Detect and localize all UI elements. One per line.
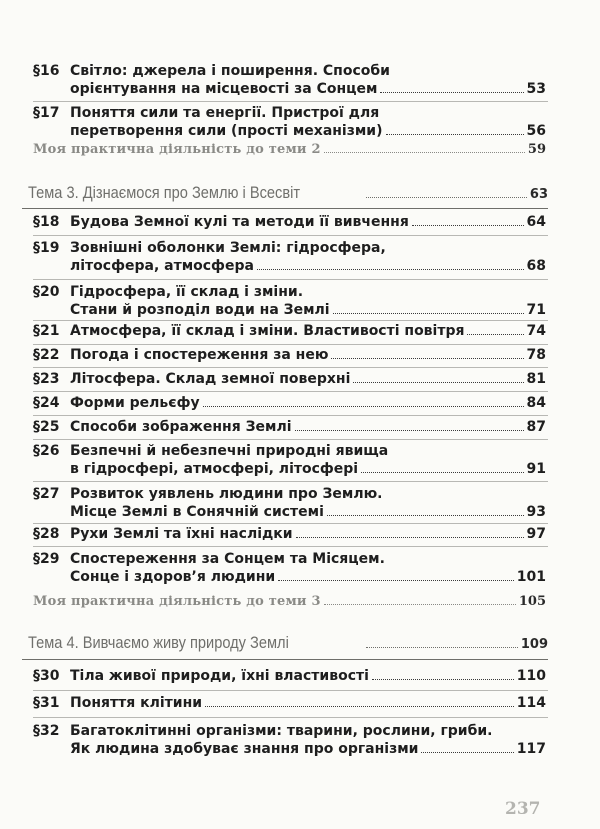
divider <box>33 717 548 718</box>
entry-title: Поняття клітини <box>70 695 203 711</box>
section-number: §27 <box>33 486 60 502</box>
practice-title: Моя практична діяльність до теми 2 <box>33 142 321 157</box>
entry-title-line1: Спостереження за Сонцем та Місяцем. <box>70 551 385 567</box>
divider <box>33 320 548 321</box>
dot-leader <box>327 514 524 516</box>
dot-leader <box>203 405 524 407</box>
dot-leader <box>421 751 513 753</box>
divider <box>33 101 548 102</box>
section-number: §21 <box>33 323 60 339</box>
dot-leader <box>278 579 514 581</box>
page-number: 63 <box>529 187 548 202</box>
dot-leader <box>467 333 523 335</box>
divider <box>33 523 548 524</box>
section-number: §28 <box>33 526 60 542</box>
section-number: §16 <box>33 63 60 79</box>
section-number: §17 <box>33 105 60 121</box>
entry-title-line2: Місце Землі в Сонячній системі <box>70 504 324 520</box>
page-number: 68 <box>526 258 546 274</box>
section-number: §20 <box>33 284 60 300</box>
entry-title: Погода і спостереження за нею <box>70 347 329 363</box>
entry-title: Рухи Землі та їхні наслідки <box>70 526 293 542</box>
entry-title-line1: Поняття сили та енергії. Пристрої для <box>70 105 380 121</box>
dot-leader <box>366 196 527 198</box>
section-number: §18 <box>33 214 60 230</box>
page-number: 117 <box>516 741 546 757</box>
page-number: 78 <box>526 347 546 363</box>
divider <box>33 344 548 345</box>
entry-title-line2: в гідросфері, атмосфері, літосфері <box>70 461 359 477</box>
page-number: 81 <box>526 371 546 387</box>
entry-title-line1: Гідросфера, її склад і зміни. <box>70 284 304 300</box>
entry-title-line1: Світло: джерела і поширення. Способи <box>70 63 390 79</box>
entry-title-line1: Розвиток уявлень людини про Землю. <box>70 486 383 502</box>
dot-leader <box>380 91 523 93</box>
page-number: 71 <box>526 302 546 318</box>
entry-title: Атмосфера, її склад і зміни. Властивості повітря <box>70 323 465 339</box>
entry-title-line2: перетворення сили (прості механізми) <box>70 123 383 139</box>
section-number: §22 <box>33 347 60 363</box>
page-number: 105 <box>518 594 546 609</box>
dot-leader <box>324 603 516 605</box>
page-number: 101 <box>516 569 546 585</box>
theme-4-heading[interactable] <box>28 632 548 656</box>
page-number: 56 <box>526 123 546 139</box>
entry-title: Форми рельєфу <box>70 395 200 411</box>
practice-entry-3[interactable] <box>33 593 546 611</box>
dot-leader <box>386 133 524 135</box>
page-number: 97 <box>526 526 546 542</box>
entry-title-line2: Стани й розподіл води на Землі <box>70 302 330 318</box>
practice-title: Моя практична діяльність до теми 3 <box>33 594 321 609</box>
footer-page-number: 237 <box>505 799 541 819</box>
section-number: §31 <box>33 695 60 711</box>
entry-title: Способи зображення Землі <box>70 419 292 435</box>
entry-title: Будова Земної кулі та методи її вивчення <box>70 214 409 230</box>
divider <box>33 690 548 691</box>
dot-leader <box>372 678 514 680</box>
divider <box>33 481 548 482</box>
dot-leader <box>361 471 523 473</box>
section-number: §25 <box>33 419 60 435</box>
entry-title-line1: Зовнішні оболонки Землі: гідросфера, <box>70 240 386 256</box>
dot-leader <box>324 151 525 153</box>
page-number: 53 <box>526 81 546 97</box>
practice-entry-2[interactable] <box>33 141 546 159</box>
theme-3-heading[interactable] <box>28 182 548 206</box>
dot-leader <box>366 646 518 648</box>
divider <box>33 279 548 280</box>
dot-leader <box>353 381 523 383</box>
page-number: 59 <box>527 142 546 157</box>
divider <box>33 415 548 416</box>
page-number: 110 <box>516 668 546 684</box>
divider <box>33 391 548 392</box>
entry-title-line2: Як людина здобуває знання про організми <box>70 741 419 757</box>
entry-title-line2: літосфера, атмосфера <box>70 258 254 274</box>
entry-title-line1: Багатоклітинні організми: тварини, рослини, гриби. <box>70 723 493 739</box>
page-number: 91 <box>526 461 546 477</box>
section-number: §24 <box>33 395 60 411</box>
page-number: 84 <box>526 395 546 411</box>
dot-leader <box>295 429 524 431</box>
theme-title: Тема 3. Дізнаємося про Землю і Всесвіт <box>28 183 301 202</box>
dot-leader <box>257 268 524 270</box>
dot-leader <box>331 357 523 359</box>
dot-leader <box>412 224 524 226</box>
section-number: §32 <box>33 723 60 739</box>
divider <box>33 439 548 440</box>
dot-leader <box>333 312 524 314</box>
theme-divider <box>22 659 548 660</box>
page-number: 87 <box>526 419 546 435</box>
page-number: 93 <box>526 504 546 520</box>
page-number: 64 <box>526 214 546 230</box>
divider <box>33 367 548 368</box>
entry-title: Тіла живої природи, їхні властивості <box>70 668 369 684</box>
section-number: §29 <box>33 551 60 567</box>
section-number: §30 <box>33 668 60 684</box>
section-number: §26 <box>33 443 60 459</box>
divider <box>33 546 548 547</box>
entry-title-line2: орієнтування на місцевості за Сонцем <box>70 81 378 97</box>
theme-divider <box>22 208 548 209</box>
page-number: 114 <box>516 695 546 711</box>
dot-leader <box>205 705 514 707</box>
dot-leader <box>296 536 524 538</box>
section-number: §19 <box>33 240 60 256</box>
page-number: 109 <box>520 637 548 652</box>
divider <box>33 235 548 236</box>
page-number: 74 <box>526 323 546 339</box>
entry-title-line1: Безпечні й небезпечні природні явища <box>70 443 389 459</box>
section-number: §23 <box>33 371 60 387</box>
entry-title: Літосфера. Склад земної поверхні <box>70 371 351 387</box>
entry-title-line2: Сонце і здоров’я людини <box>70 569 276 585</box>
theme-title: Тема 4. Вивчаємо живу природу Землі <box>28 633 289 652</box>
